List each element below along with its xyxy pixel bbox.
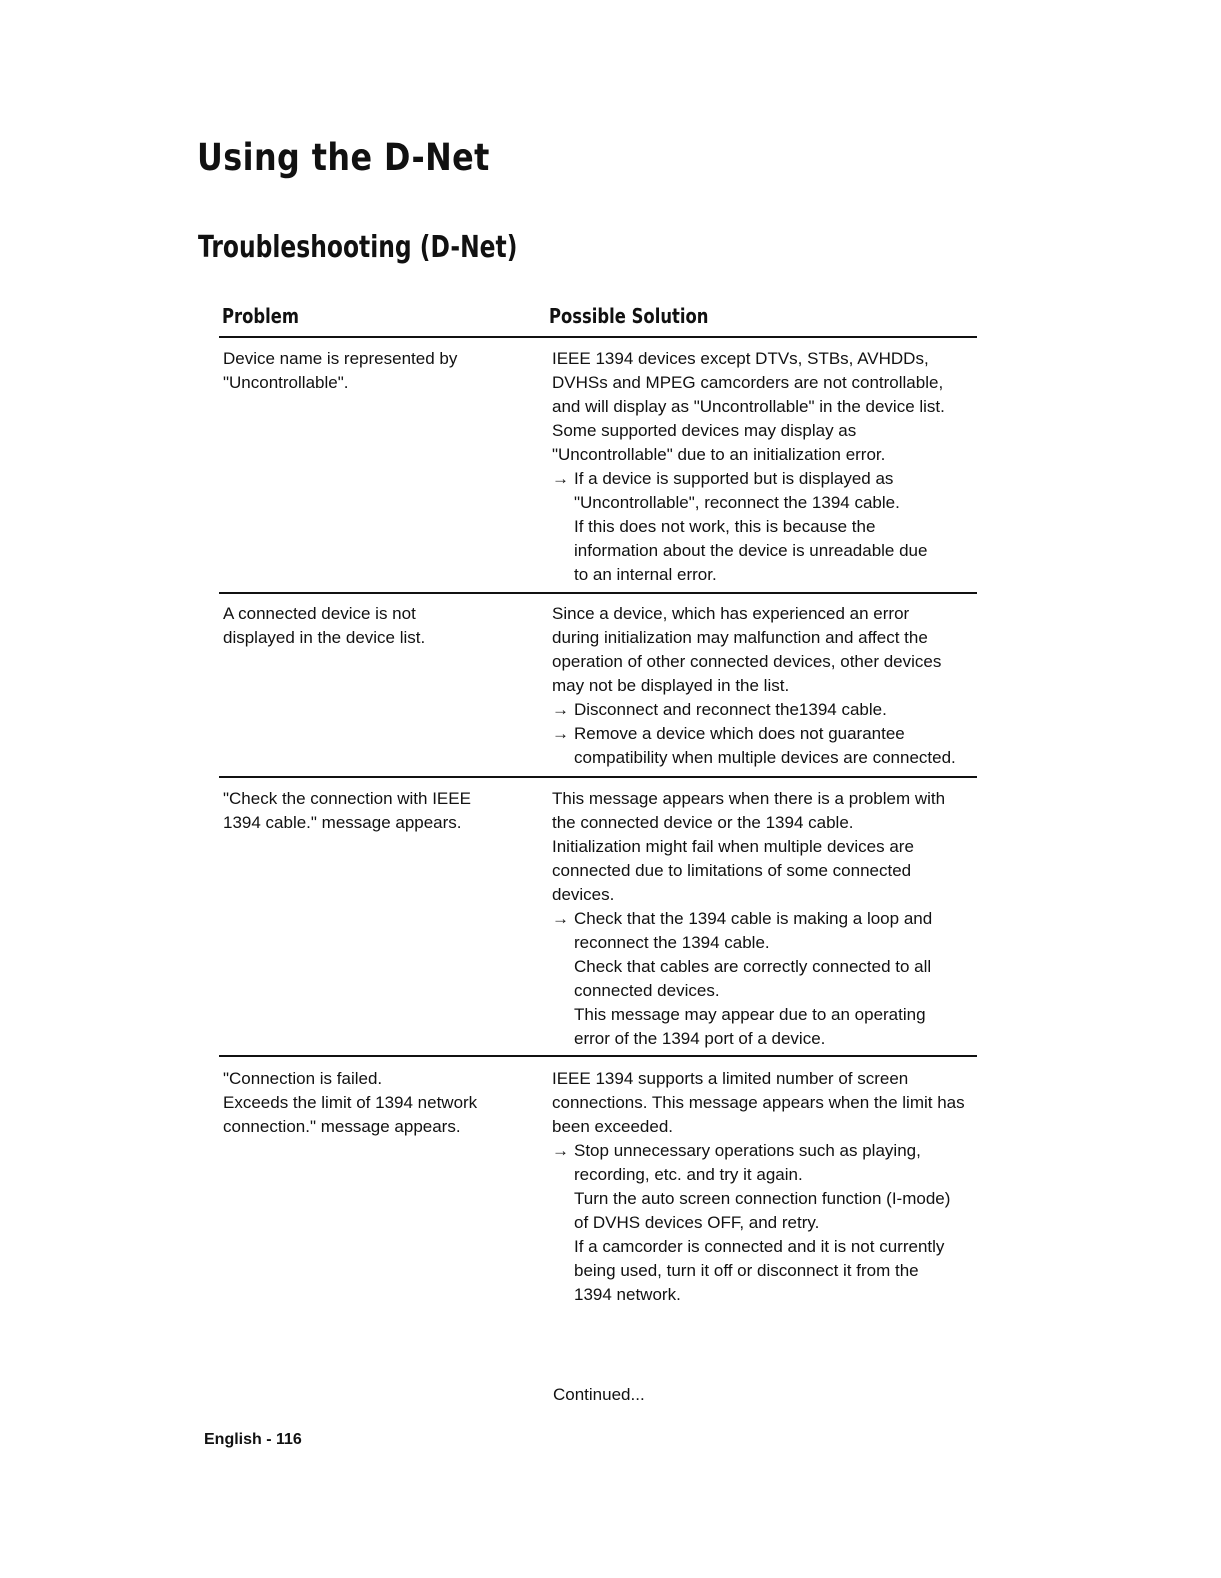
solution-text: Initialization might fail when multiple devices are <box>552 837 914 856</box>
arrow-icon: → <box>552 700 569 719</box>
solution-step: recording, etc. and try it again. <box>574 1165 803 1184</box>
solution-step: "Uncontrollable", reconnect the 1394 cable. <box>574 493 900 512</box>
solution-step: being used, turn it off or disconnect it from the <box>574 1261 919 1280</box>
arrow-icon: → <box>552 909 569 928</box>
solution-step: Remove a device which does not guarantee <box>574 724 905 743</box>
solution-text: operation of other connected devices, other devices <box>552 652 942 671</box>
solution-step: If this does not work, this is because the <box>574 517 876 536</box>
continued-note: Continued... <box>553 1385 645 1404</box>
solution-cell <box>552 602 982 770</box>
solution-column-header: Possible Solution <box>549 304 709 328</box>
solution-text: and will display as "Uncontrollable" in the device list. <box>552 397 945 416</box>
problem-text: Device name is represented by <box>223 349 458 368</box>
solution-text: IEEE 1394 supports a limited number of screen <box>552 1069 909 1088</box>
solution-text: DVHSs and MPEG camcorders are not controllable, <box>552 373 944 392</box>
solution-step: If a device is supported but is displayed as <box>574 469 894 488</box>
solution-text: the connected device or the 1394 cable. <box>552 813 854 832</box>
page-title: Using the D-Net <box>197 136 490 179</box>
problem-text: connection." message appears. <box>223 1117 461 1136</box>
problem-cell <box>223 787 523 835</box>
problem-cell <box>223 602 523 650</box>
solution-text: Some supported devices may display as <box>552 421 857 440</box>
solution-step: connected devices. <box>574 981 720 1000</box>
solution-cell <box>552 1067 982 1307</box>
solution-step: 1394 network. <box>574 1285 681 1304</box>
solution-text: connections. This message appears when the limit has <box>552 1093 965 1112</box>
solution-step: compatibility when multiple devices are connected. <box>574 748 956 767</box>
solution-text: Since a device, which has experienced an error <box>552 604 910 623</box>
table-row <box>219 594 977 778</box>
problem-cell <box>223 347 523 395</box>
problem-text: "Connection is failed. <box>223 1069 383 1088</box>
solution-text: "Uncontrollable" due to an initialization error. <box>552 445 886 464</box>
solution-step: This message may appear due to an operating <box>574 1005 926 1024</box>
table-row <box>219 1057 977 1327</box>
problem-text: displayed in the device list. <box>223 628 426 647</box>
problem-column-header: Problem <box>222 304 299 328</box>
problem-cell <box>223 1067 523 1139</box>
solution-text: This message appears when there is a problem with <box>552 789 946 808</box>
solution-step: error of the 1394 port of a device. <box>574 1029 826 1048</box>
solution-step: information about the device is unreadable due <box>574 541 928 560</box>
table-row <box>219 778 977 1057</box>
page-footer: English - 116 <box>204 1431 302 1448</box>
arrow-icon: → <box>552 1141 569 1160</box>
solution-step: of DVHS devices OFF, and retry. <box>574 1213 820 1232</box>
problem-text: 1394 cable." message appears. <box>223 813 462 832</box>
solution-step: reconnect the 1394 cable. <box>574 933 770 952</box>
solution-step: Turn the auto screen connection function (I-mode) <box>574 1189 951 1208</box>
solution-step: Stop unnecessary operations such as playing, <box>574 1141 921 1160</box>
problem-text: "Uncontrollable". <box>223 373 349 392</box>
solution-cell <box>552 787 982 1051</box>
problem-text: Exceeds the limit of 1394 network <box>223 1093 478 1112</box>
solution-step: Disconnect and reconnect the1394 cable. <box>574 700 887 719</box>
solution-step: Check that the 1394 cable is making a loop and <box>574 909 933 928</box>
solution-text: devices. <box>552 885 615 904</box>
solution-text: during initialization may malfunction and affect the <box>552 628 928 647</box>
solution-text: been exceeded. <box>552 1117 673 1136</box>
solution-text: connected due to limitations of some connected <box>552 861 912 880</box>
section-title: Troubleshooting (D-Net) <box>198 230 518 265</box>
solution-step: If a camcorder is connected and it is not currently <box>574 1237 945 1256</box>
solution-cell <box>552 347 982 587</box>
solution-step: to an internal error. <box>574 565 717 584</box>
table-header <box>219 300 977 338</box>
solution-text: may not be displayed in the list. <box>552 676 790 695</box>
arrow-icon: → <box>552 724 569 743</box>
solution-step: Check that cables are correctly connected to all <box>574 957 932 976</box>
problem-text: "Check the connection with IEEE <box>223 789 471 808</box>
arrow-icon: → <box>552 469 569 488</box>
problem-text: A connected device is not <box>223 604 416 623</box>
solution-text: IEEE 1394 devices except DTVs, STBs, AVHDDs, <box>552 349 929 368</box>
troubleshooting-table <box>219 300 977 1327</box>
table-row <box>219 338 977 594</box>
